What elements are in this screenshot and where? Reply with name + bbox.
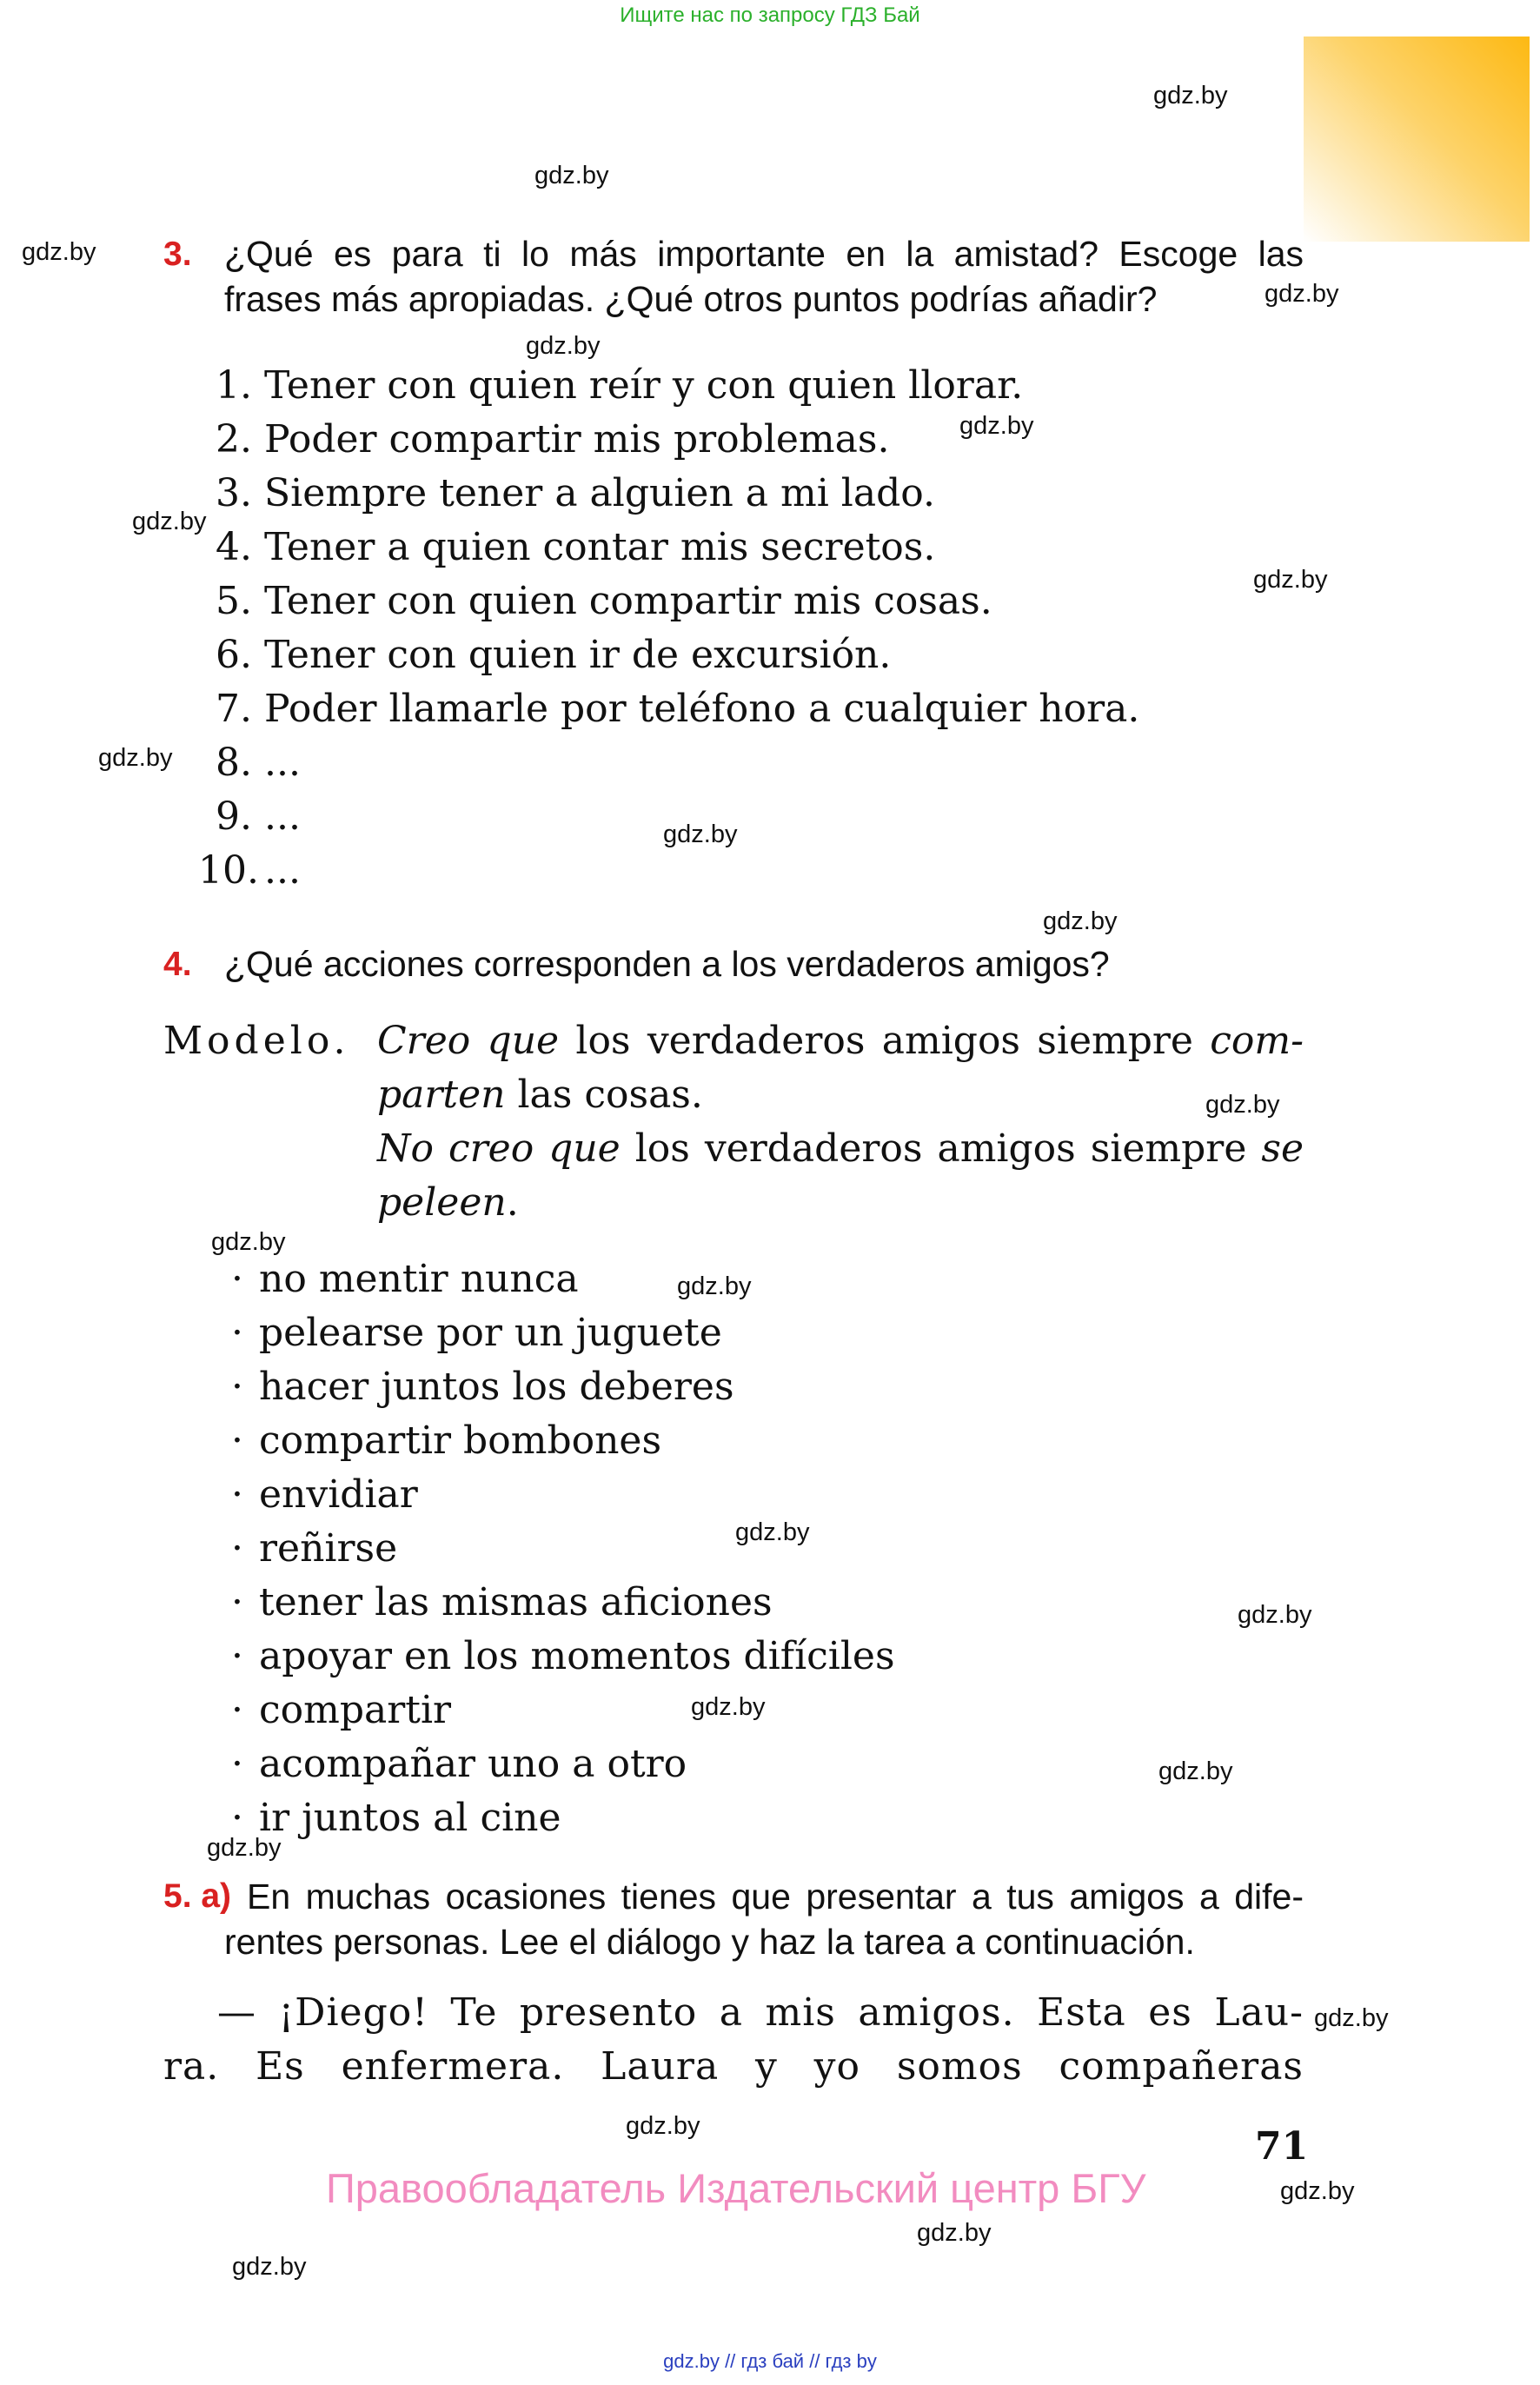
watermark: gdz.by	[1265, 280, 1339, 308]
bullet-item: · compartir	[231, 1688, 452, 1732]
dialog-line: ra. Es enfermera. Laura y yo somos compañeras	[163, 2044, 1304, 2089]
watermark: gdz.by	[1153, 82, 1228, 110]
bullet-item: · reñirse	[231, 1526, 398, 1571]
watermark: gdz.by	[207, 1834, 282, 1862]
list-item: 10. ...	[198, 848, 301, 893]
top-note: Ищите нас по запросу ГДЗ Бай	[620, 3, 920, 27]
bottom-note: gdz.by // гдз бай // гдз by	[663, 2350, 877, 2372]
watermark: gdz.by	[1205, 1091, 1280, 1119]
task-4-text: ¿Qué acciones corresponden a los verdaderos amigos?	[224, 944, 1110, 984]
watermark: gdz.by	[677, 1272, 752, 1300]
list-item: 8. ...	[216, 741, 301, 785]
watermark: gdz.by	[232, 2253, 307, 2281]
publisher-line: Правообладатель Издательский центр БГУ	[326, 2165, 1146, 2211]
watermark: gdz.by	[1253, 566, 1328, 594]
watermark: gdz.by	[735, 1518, 810, 1546]
modelo-example-line: parten las cosas.	[377, 1073, 703, 1117]
list-item: 1. Tener con quien reír y con quien llorar.	[216, 363, 1024, 408]
modelo-label: Modelo.	[163, 1019, 350, 1063]
watermark: gdz.by	[132, 508, 207, 535]
modelo-example-line: peleen.	[377, 1180, 519, 1225]
modelo-example-line: Creo que los verdaderos amigos siempre com-	[377, 1019, 1304, 1063]
bullet-item: · apoyar en los momentos difíciles	[231, 1634, 895, 1678]
corner-gradient-decoration	[1304, 37, 1530, 242]
watermark: gdz.by	[1280, 2177, 1355, 2205]
watermark: gdz.by	[1043, 907, 1118, 935]
watermark: gdz.by	[691, 1693, 766, 1721]
list-item: 7. Poder llamarle por teléfono a cualquier hora.	[216, 687, 1140, 731]
list-item: 6. Tener con quien ir de excursión.	[216, 633, 892, 677]
watermark: gdz.by	[98, 744, 173, 772]
watermark: gdz.by	[1158, 1757, 1233, 1785]
bullet-item: · ir juntos al cine	[231, 1796, 561, 1840]
list-item: 4. Tener a quien contar mis secretos.	[216, 525, 936, 569]
task-5-line-1: En muchas ocasiones tienes que presentar a tus amigos a dife-	[247, 1877, 1304, 1917]
watermark: gdz.by	[211, 1228, 286, 1256]
dialog-line: — ¡Diego! Te presento a mis amigos. Esta es Lau-	[217, 1990, 1304, 2035]
watermark: gdz.by	[959, 412, 1034, 440]
bullet-item: · compartir bombones	[231, 1418, 662, 1463]
bullet-item: · pelearse por un juguete	[231, 1311, 722, 1355]
modelo-example-line: No creo que los verdaderos amigos siempre se	[377, 1126, 1304, 1171]
task-3-number: 3.	[163, 236, 192, 273]
watermark: gdz.by	[917, 2219, 992, 2247]
page-number: 71	[1255, 2124, 1309, 2169]
bullet-item: · no mentir nunca	[231, 1257, 579, 1301]
bullet-item: · tener las mismas aficiones	[231, 1580, 773, 1624]
watermark: gdz.by	[534, 162, 609, 189]
bullet-item: · acompañar uno a otro	[231, 1742, 687, 1786]
bullet-item: · envidiar	[231, 1472, 418, 1517]
task-3-line-2: frases más apropiadas. ¿Qué otros puntos podrías añadir?	[224, 279, 1158, 319]
watermark: gdz.by	[1238, 1601, 1312, 1629]
watermark: gdz.by	[663, 820, 738, 848]
task-3-line-1: ¿Qué es para ti lo más importante en la amistad? Escoge las	[224, 234, 1304, 274]
task-4-number: 4.	[163, 946, 192, 983]
watermark: gdz.by	[22, 238, 96, 266]
list-item: 5. Tener con quien compartir mis cosas.	[216, 579, 992, 623]
watermark: gdz.by	[526, 332, 601, 360]
list-item: 2. Poder compartir mis problemas.	[216, 417, 890, 462]
task-5-line-2: rentes personas. Lee el diálogo y haz la tarea a continuación.	[224, 1922, 1195, 1962]
bullet-item: · hacer juntos los deberes	[231, 1365, 734, 1409]
task-5-number: 5. a)	[163, 1877, 232, 1915]
watermark: gdz.by	[1314, 2004, 1389, 2032]
list-item: 9. ...	[216, 794, 301, 839]
list-item: 3. Siempre tener a alguien a mi lado.	[216, 471, 935, 515]
watermark: gdz.by	[626, 2112, 700, 2140]
